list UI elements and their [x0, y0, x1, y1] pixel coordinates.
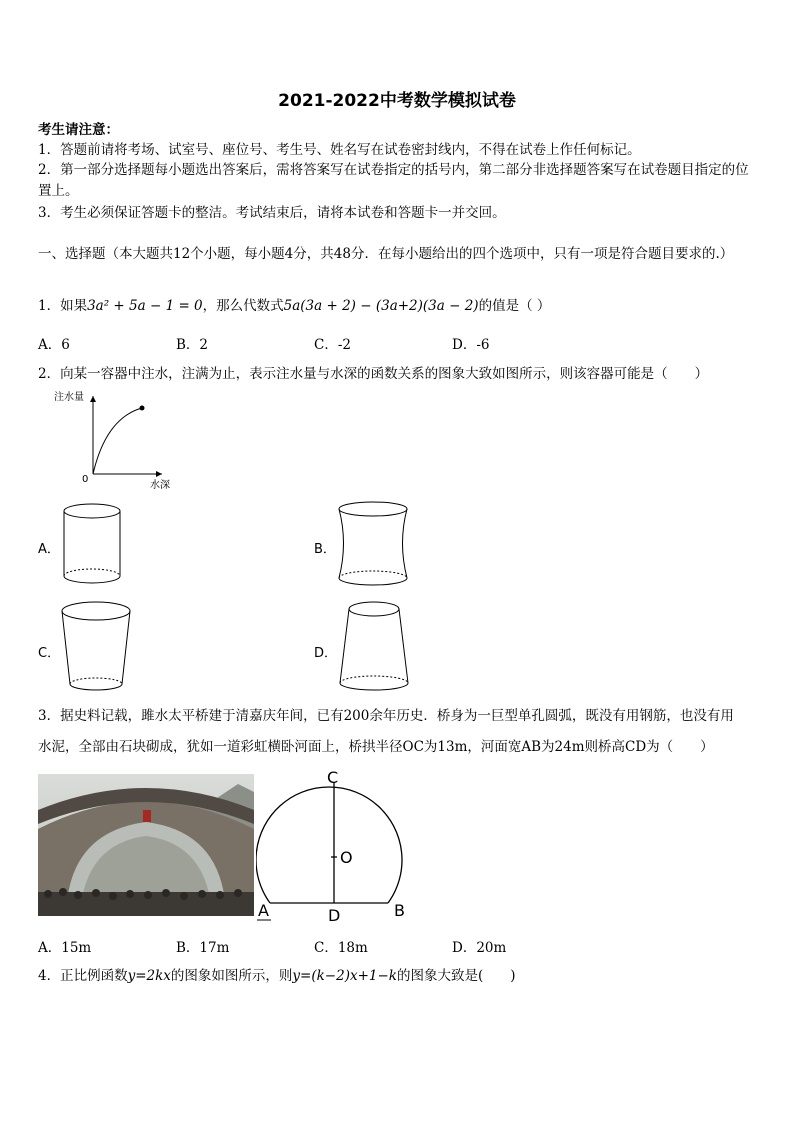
- circle-diagram: [256, 766, 412, 928]
- notice-item-1: 1．答题前请将考场、试室号、座位号、考生号、姓名写在试卷密封线内，不得在试卷上作任何标记。: [38, 142, 641, 158]
- q1-option-c[interactable]: C．-2: [314, 337, 351, 353]
- container-a-cylinder: [60, 500, 126, 588]
- label-d: D: [328, 906, 341, 925]
- label-o: O: [340, 848, 353, 867]
- bridge-photo: [38, 774, 254, 916]
- q4-function-2: y=(k−2)x+1−k: [292, 968, 397, 984]
- q2-option-a[interactable]: A．: [38, 542, 60, 557]
- q4-suffix: 的图象大致是( ): [396, 968, 516, 984]
- arc-outline: [256, 787, 402, 903]
- label-b: B: [394, 901, 405, 920]
- q2-ylabel: 注水量: [54, 392, 84, 403]
- q1-expression: 5a(3a + 2) − (3a+2)(3a − 2): [283, 298, 479, 314]
- notice-heading: 考生请注意：: [38, 122, 119, 138]
- question-3-line-2: 水泥，全部由石块砌成，犹如一道彩虹横卧河面上，桥拱半径OC为13m，河面宽AB为24m则桥高CD为（ ）: [38, 739, 714, 755]
- q2-option-d[interactable]: D．: [314, 646, 338, 661]
- q4-prefix: 4．正比例函数: [38, 968, 128, 984]
- page-title: 2021-2022中考数学模拟试卷: [278, 91, 516, 111]
- label-c: C: [327, 768, 339, 787]
- q2-curve: [93, 408, 142, 474]
- q1-mid: ，那么代数式: [202, 298, 284, 314]
- q1-suffix: 的值是（ ）: [478, 298, 551, 314]
- q2-xlabel: 水深: [150, 480, 170, 491]
- q1-option-d[interactable]: D．-6: [452, 337, 490, 353]
- q2-origin: 0: [82, 474, 89, 485]
- q2-endpoint: [140, 406, 145, 411]
- q2-graph: [50, 388, 180, 492]
- q2-option-c[interactable]: C．: [38, 646, 61, 661]
- question-4: [38, 966, 516, 986]
- q3-option-a[interactable]: A．15m: [38, 940, 92, 956]
- q4-function-1: y=2kx: [127, 968, 171, 984]
- q2-option-b[interactable]: B．: [314, 542, 336, 557]
- q4-mid: 的图象如图所示，则: [170, 968, 293, 984]
- question-1: [38, 296, 550, 316]
- q1-option-a[interactable]: A．6: [38, 337, 70, 353]
- question-3-line-1: 3．据史料记载，雎水太平桥建于清嘉庆年间，已有200余年历史．桥身为一巨型单孔圆弧，既没有用钢筋，也没有用: [38, 708, 734, 724]
- q1-option-b[interactable]: B．2: [176, 337, 209, 353]
- q3-option-d[interactable]: D．20m: [452, 940, 507, 956]
- container-c-cup: [58, 598, 134, 696]
- q3-option-c[interactable]: C．18m: [314, 940, 368, 956]
- container-d-frustum: [334, 598, 414, 696]
- section-heading: 一、选择题（本大题共12个小题，每小题4分，共48分．在每小题给出的四个选项中，只有一项是符合题目要求的.）: [38, 246, 734, 262]
- container-b-waisted: [334, 498, 412, 590]
- question-2: 2．向某一容器中注水，注满为止，表示注水量与水深的函数关系的图象大致如图所示，则该容器可能是（ ）: [38, 366, 709, 382]
- q1-prefix: 1．如果: [38, 298, 88, 314]
- notice-item-2: 2．第一部分选择题每小题选出答案后，需将答案写在试卷指定的括号内，第二部分非选择题答案写在试卷题目指定的位置上。: [38, 162, 749, 199]
- q1-condition: 3a² + 5a − 1 = 0: [87, 298, 203, 314]
- notice-item-3: 3．考生必须保证答题卡的整洁。考试结束后，请将本试卷和答题卡一并交回。: [38, 205, 506, 221]
- q3-option-b[interactable]: B．17m: [176, 940, 230, 956]
- label-a: A: [258, 901, 269, 920]
